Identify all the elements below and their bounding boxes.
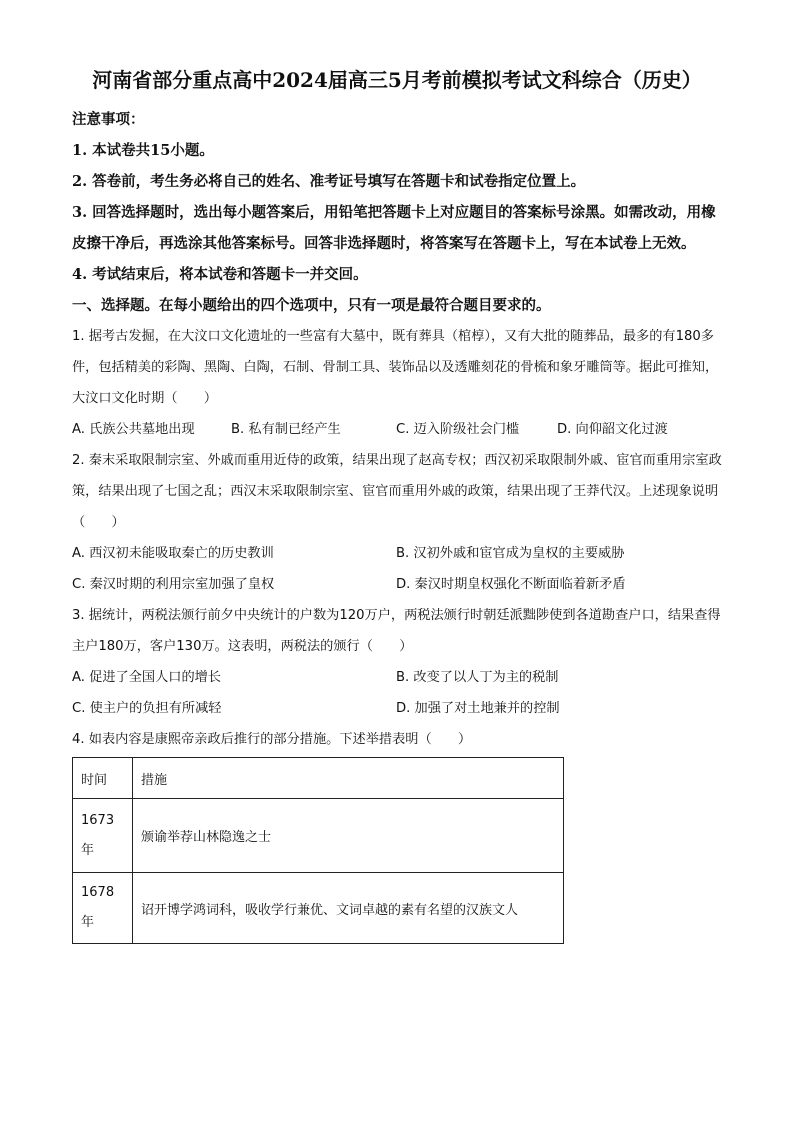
- year-value: 1678: [81, 885, 115, 900]
- option-c: C. 使主户的负担有所减轻: [72, 701, 222, 716]
- option-c: C. 迈入阶级社会门槛: [396, 422, 520, 437]
- option-b: B. 改变了以人丁为主的税制: [396, 670, 559, 685]
- question-stem: 4. 如表内容是康熙帝亲政后推行的部分措施。下述举措表明（ ）: [72, 732, 472, 747]
- table-row: [73, 873, 564, 944]
- option-c: C. 秦汉时期的利用宗室加强了皇权: [72, 577, 275, 592]
- notice-section: [72, 104, 722, 290]
- option-a: A. 氏族公共墓地出现: [72, 422, 195, 437]
- table-header-row: [73, 758, 564, 799]
- option-d: D. 秦汉时期皇权强化不断面临着新矛盾: [396, 577, 626, 592]
- table-header-measure: 措施: [133, 758, 564, 799]
- question-3: [72, 600, 722, 724]
- table-row: [73, 799, 564, 873]
- table-cell-year: [73, 799, 133, 873]
- options-grid: [72, 538, 722, 600]
- options-row: [72, 414, 722, 445]
- notice-item: 2. 答卷前，考生务必将自己的姓名、准考证号填写在答题卡和试卷指定位置上。: [72, 173, 586, 190]
- exam-page: [72, 62, 722, 944]
- question-stem: 1. 据考古发掘，在大汶口文化遗址的一些富有大墓中，既有葬具（棺椁），又有大批的随葬品，最多的有180多件，包括精美的彩陶、黑陶、白陶，石制、骨制工具、装饰品以及透雕刻花的骨梳和象牙雕筒等。据此可推知，大汶口文化时期（ ）: [72, 329, 719, 406]
- option-b: B. 私有制已经产生: [231, 422, 341, 437]
- question-stem: 2. 秦末采取限制宗室、外戚而重用近侍的政策，结果出现了赵高专权；西汉初采取限制外戚、宦官而重用宗室政策，结果出现了七国之乱；西汉末采取限制宗室、宦官而重用外戚的政策，结果出现了王莽代汉。上述现象说明（ ）: [72, 453, 722, 530]
- option-d: D. 加强了对土地兼并的控制: [396, 701, 560, 716]
- option-b: B. 汉初外戚和宦官成为皇权的主要威胁: [396, 546, 625, 561]
- question-2: [72, 445, 722, 600]
- notice-item: 4. 考试结束后，将本试卷和答题卡一并交回。: [72, 266, 368, 283]
- table-cell-measure: 颁谕举荐山林隐逸之士: [133, 799, 564, 873]
- notice-heading: 注意事项：: [72, 111, 145, 128]
- question-stem: 3. 据统计，两税法颁行前夕中央统计的户数为120万户，两税法颁行时朝廷派黜陟使到各道勘查户口，结果查得主户180万，客户130万。这表明，两税法的颁行（ ）: [72, 608, 721, 654]
- table-header-time: 时间: [73, 758, 133, 799]
- question-4: [72, 724, 722, 944]
- option-a: A. 西汉初未能吸取秦亡的历史教训: [72, 546, 274, 561]
- table-cell-measure: 诏开博学鸿词科，吸收学行兼优、文词卓越的素有名望的汉族文人: [133, 873, 564, 944]
- year-value: 1673: [81, 812, 115, 828]
- measures-table: [72, 757, 564, 944]
- notice-item: 1. 本试卷共15小题。: [72, 142, 214, 159]
- section-heading: 一、选择题。在每小题给出的四个选项中，只有一项是最符合题目要求的。: [72, 297, 551, 314]
- page-title: 河南省部分重点高中2024届高三5月考前模拟考试文科综合（历史）: [92, 68, 702, 92]
- notice-item: 3. 回答选择题时，选出每小题答案后，用铅笔把答题卡上对应题目的答案标号涂黑。如需改动，用橡皮擦干净后，再选涂其他答案标号。回答非选择题时，将答案写在答题卡上，写在本试卷上无效。: [72, 204, 716, 252]
- question-1: [72, 321, 722, 445]
- option-d: D. 向仰韶文化过渡: [557, 422, 668, 437]
- year-unit: 年: [81, 842, 95, 858]
- options-grid: [72, 662, 722, 724]
- year-unit: 年: [81, 915, 95, 930]
- table-cell-year: [73, 873, 133, 944]
- option-a: A. 促进了全国人口的增长: [72, 670, 222, 685]
